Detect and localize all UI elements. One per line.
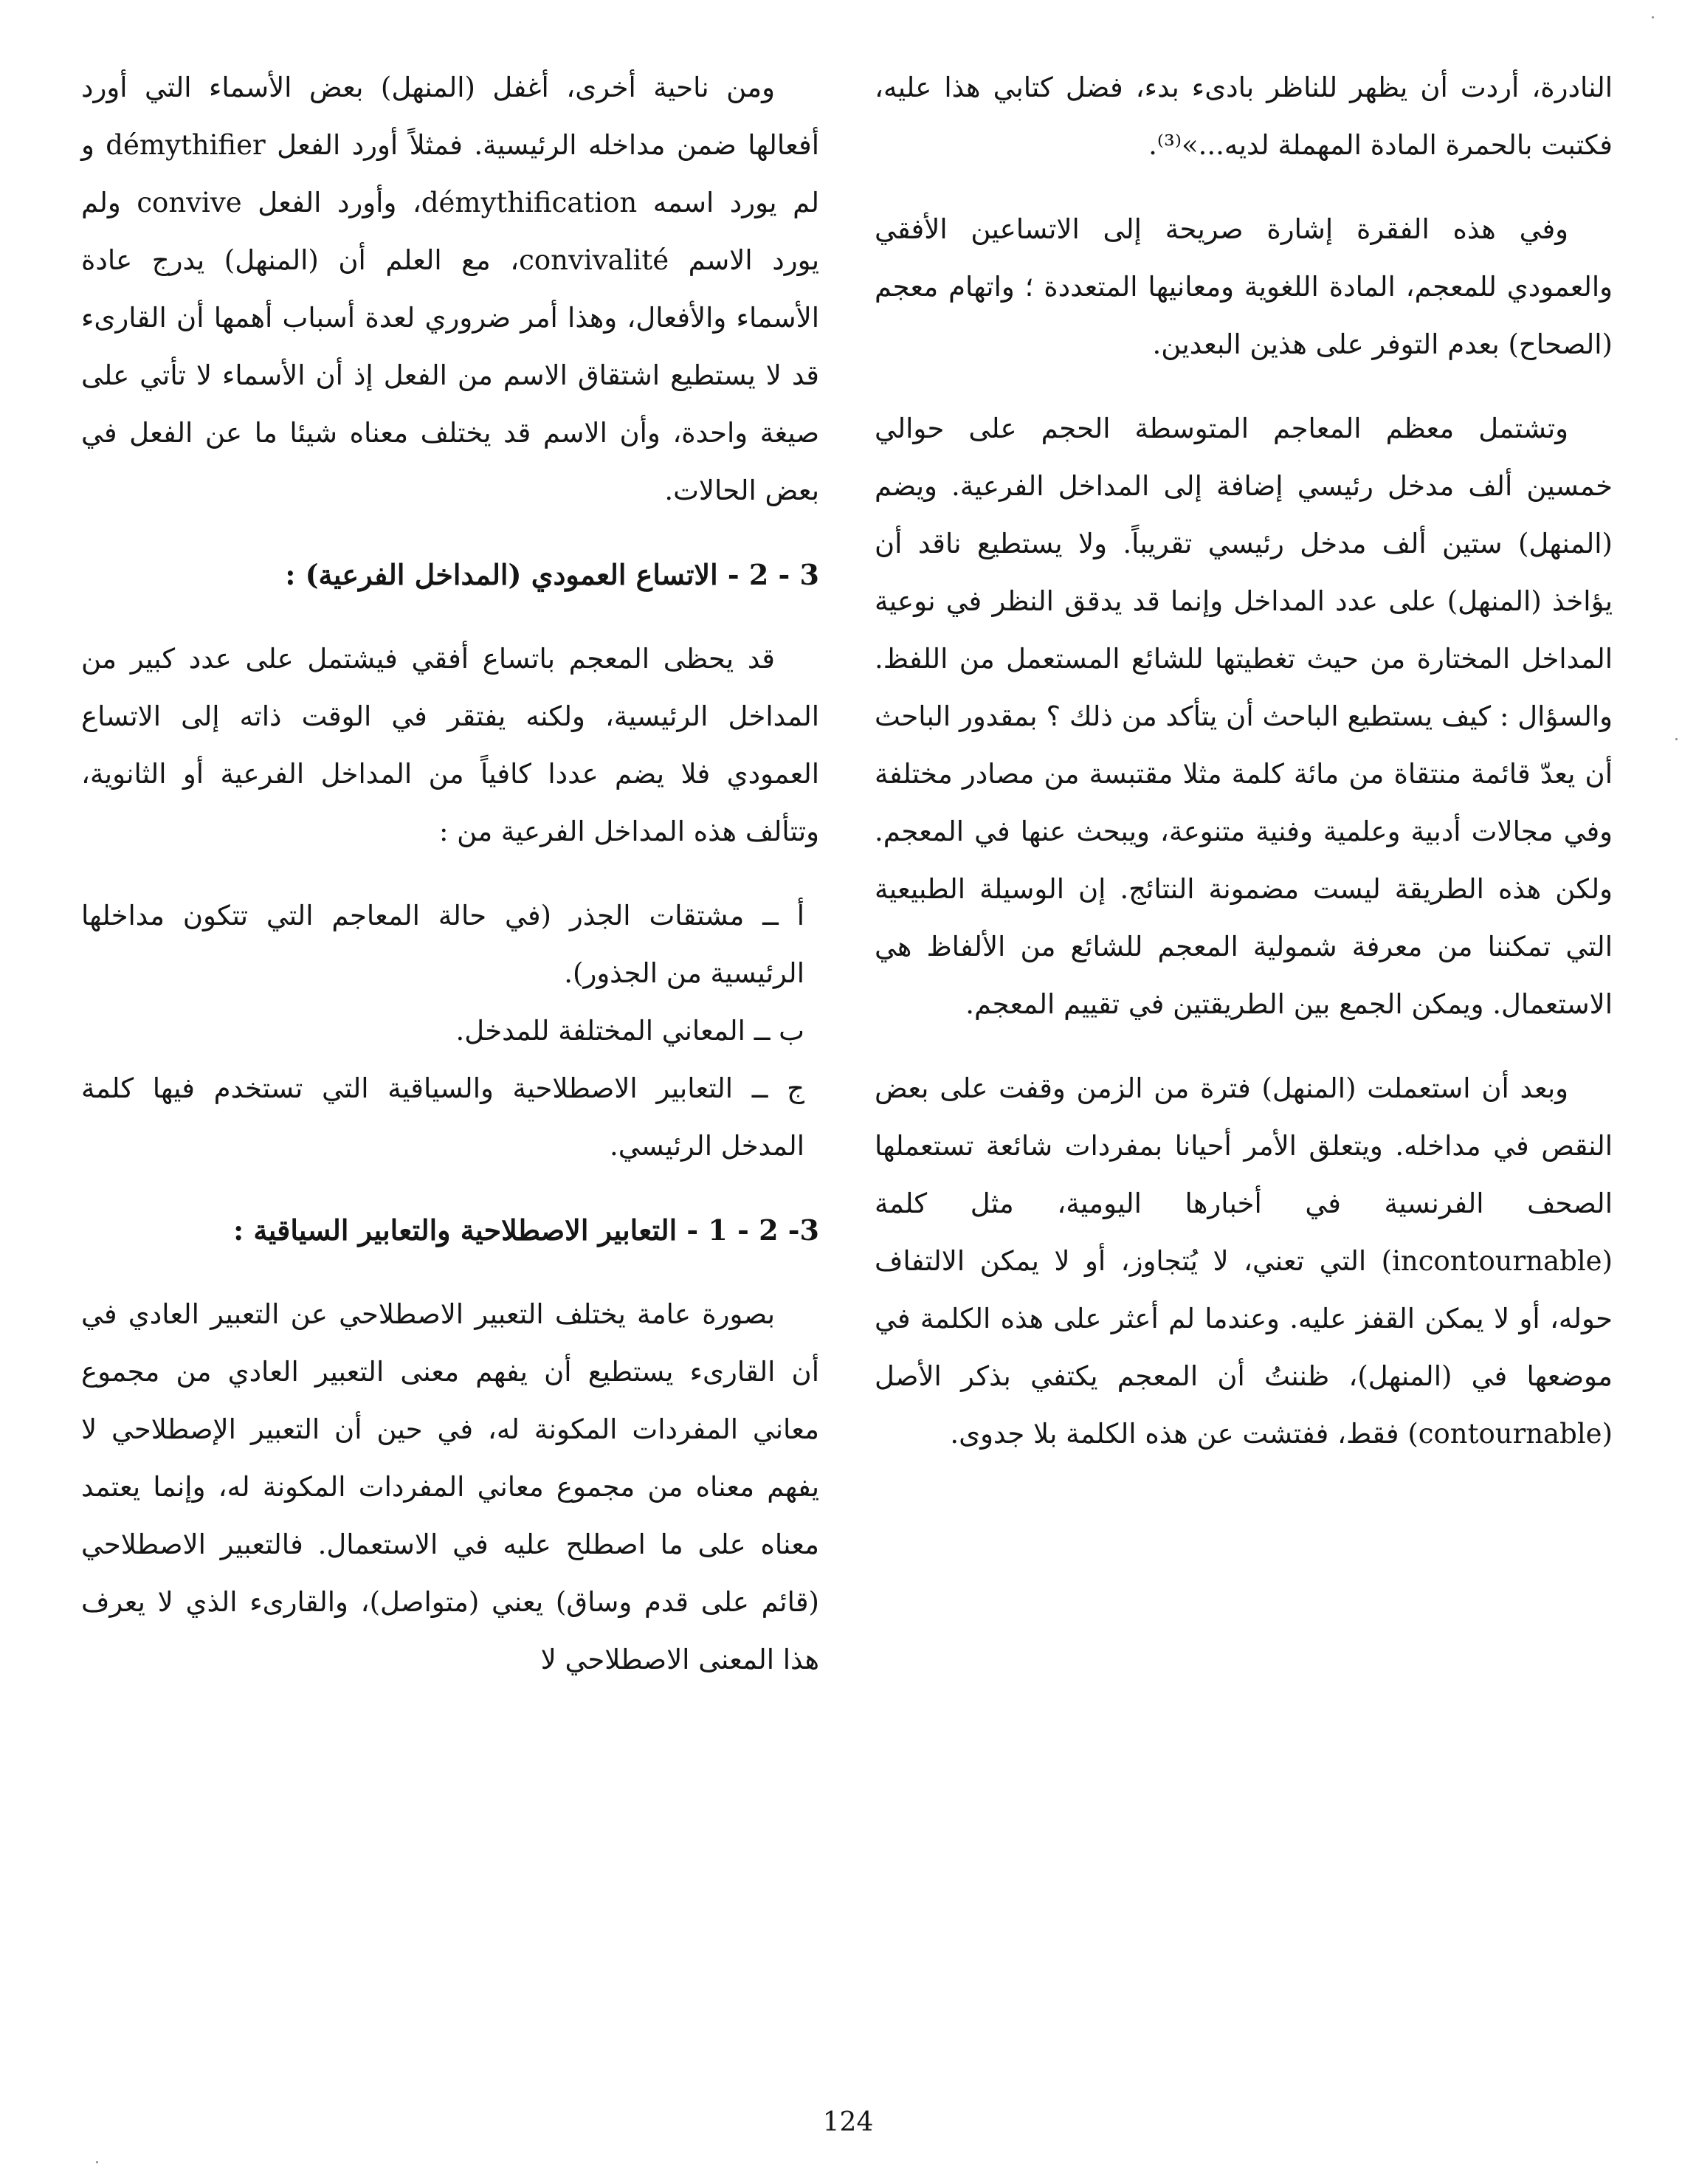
list-item: ب ــ المعاني المختلفة للمدخل.	[455, 1015, 804, 1047]
right-column	[875, 59, 1613, 1489]
scan-speck	[96, 2161, 98, 2163]
scan-speck	[1675, 738, 1678, 740]
left-paragraph-3: بصورة عامة يختلف التعبير الاصطلاحي عن التعبير العادي في أن القارىء يستطيع أن يفهم معنى التعبير العادي من مجموع معاني المفردات المكونة له، في حين أن التعبير الإصطلاحي لا يفهم معناه من مجموع معاني المفردات المكونة له، وإنما يعتمد معناه على ما اصطلح عليه في الاستعمال. فالتعبير الاصطلاحي (قائم على قدم وساق) يعني (متواصل)، والقارىء الذي لا يعرف هذا المعنى الاصطلاحي لا	[81, 1298, 819, 1675]
right-paragraph-1: النادرة، أردت أن يظهر للناظر بادىء بدء، فضل كتابي هذا عليه، فكتبت بالحمرة المادة المهملة لديه...»⁽³⁾.	[875, 72, 1613, 161]
right-paragraph-4: وبعد أن استعملت (المنهل) فترة من الزمن وقفت على بعض النقص في مداخله. ويتعلق الأمر أحيانا بمفردات شائعة تستعملها الصحف الفرنسية في أخبارها اليومية، مثل كلمة (incontournable) التي تعني، لا يُتجاوز، أو لا يمكن الالتفاف حوله، أو لا يمكن القفز عليه. وعندما لم أعثر على هذه الكلمة في موضعها في (المنهل)، ظننتُ أن المعجم يكتفي بذكر الأصل (contournable) فقط، ففتشت عن هذه الكلمة بلا جدوى.	[875, 1072, 1613, 1450]
subentries-list	[81, 887, 819, 1175]
section-heading-idioms: 3- 2 - 1 - التعابير الاصطلاحية والتعابير السياقية :	[233, 1213, 819, 1247]
right-paragraph-3: وتشتمل معظم المعاجم المتوسطة الحجم على حوالي خمسين ألف مدخل رئيسي إضافة إلى المداخل الفرعية. ويضم (المنهل) ستين ألف مدخل رئيسي تقريباً. ولا يستطيع ناقد أن يؤاخذ (المنهل) على عدد المداخل وإنما قد يدقق النظر في نوعية المداخل المختارة من حيث تغطيتها للشائع المستعمل من اللفظ. والسؤال : كيف يستطيع الباحث أن يتأكد من ذلك ؟ بمقدور الباحث أن يعدّ قائمة منتقاة من مائة كلمة مثلا مقتبسة من مصادر مختلفة وفي مجالات أدبية وعلمية وفنية متنوعة، ويبحث عنها في المعجم. ولكن هذه الطريقة ليست مضمونة النتائج. إن الوسيلة الطبيعية التي تمكننا من معرفة شمولية المعجم للشائع من الألفاظ هي الاستعمال. ويمكن الجمع بين الطريقتين في تقييم المعجم.	[875, 413, 1613, 1020]
left-paragraph-2: قد يحظى المعجم باتساع أفقي فيشتمل على عدد كبير من المداخل الرئيسية، ولكنه يفتقر في الوقت ذاته إلى الاتساع العمودي فلا يضم عددا كافياً من المداخل الفرعية أو الثانوية، وتتألف هذه المداخل الفرعية من :	[81, 643, 819, 847]
page-number: 124	[822, 2107, 874, 2138]
right-paragraph-2: وفي هذه الفقرة إشارة صريحة إلى الاتساعين الأفقي والعمودي للمعجم، المادة اللغوية ومعانيها المتعددة ؛ واتهام معجم (الصحاح) بعدم التوفر على هذين البعدين.	[875, 213, 1613, 360]
left-column	[81, 59, 819, 1715]
scan-speck	[1652, 16, 1654, 18]
section-heading-vertical-expansion: 3 - 2 - الاتساع العمودي (المداخل الفرعية) :	[285, 558, 819, 591]
list-item: ج ــ التعابير الاصطلاحية والسياقية التي تستخدم فيها كلمة المدخل الرئيسي.	[81, 1072, 804, 1162]
left-paragraph-1: ومن ناحية أخرى، أغفل (المنهل) بعض الأسماء التي أورد أفعالها ضمن مداخله الرئيسية. فمثلاً أورد الفعل démythifier و لم يورد اسمه démythification، وأورد الفعل convive ولم يورد الاسم convivalité، مع العلم أن (المنهل) يدرج عادة الأسماء والأفعال، وهذا أمر ضروري لعدة أسباب أهمها أن القارىء قد لا يستطيع اشتقاق الاسم من الفعل إذ أن الأسماء لا تأتي على صيغة واحدة، وأن الاسم قد يختلف معناه شيئا ما عن الفعل في بعض الحالات.	[81, 72, 820, 506]
list-item: أ ــ مشتقات الجذر (في حالة المعاجم التي تتكون مداخلها الرئيسية من الجذور).	[81, 900, 804, 989]
